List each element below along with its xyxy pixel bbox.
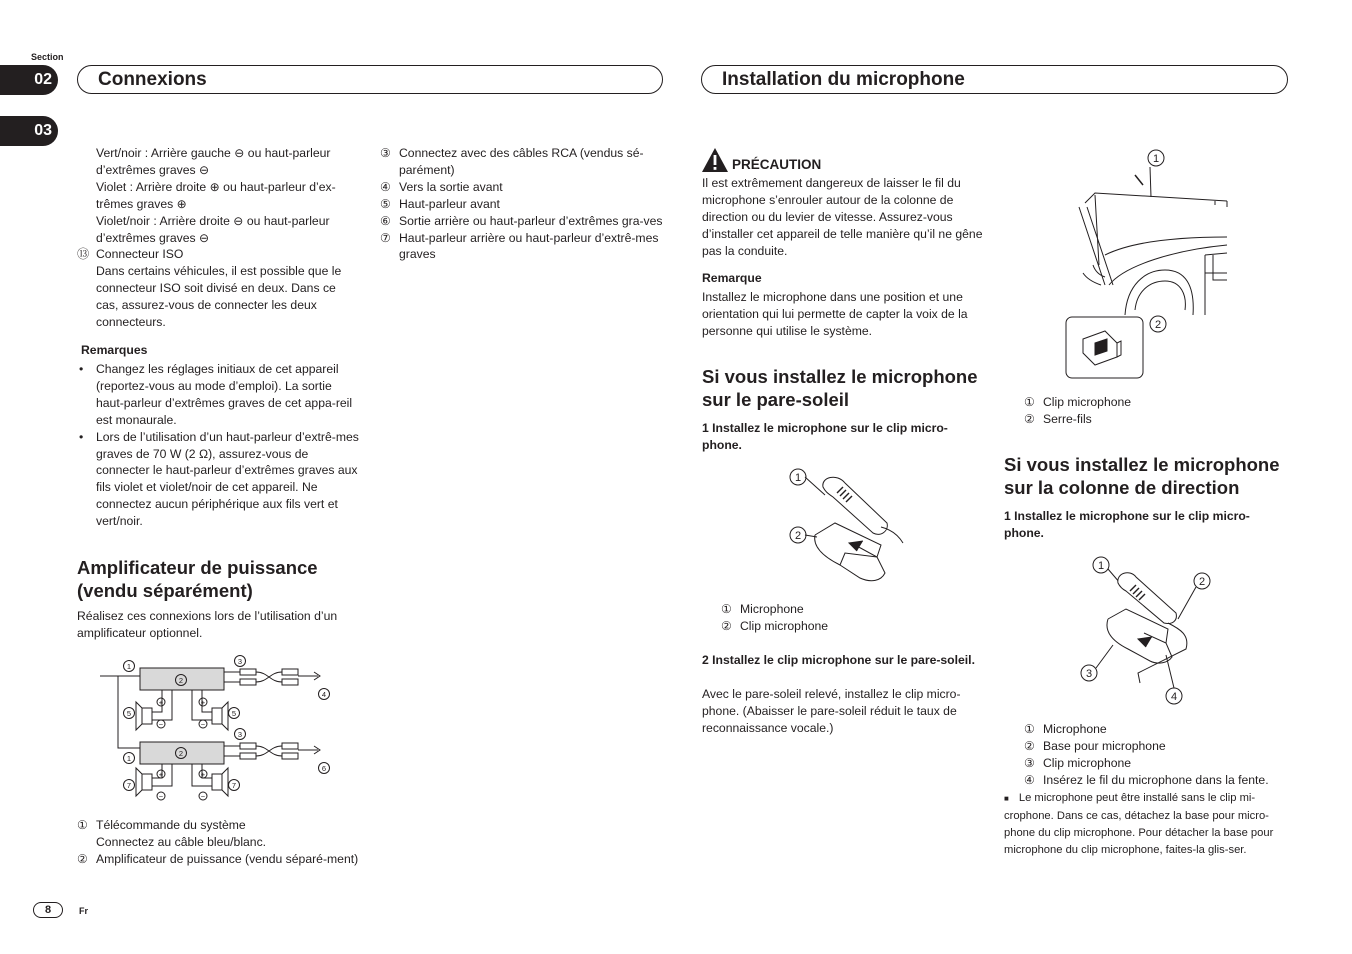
- list-item: ③ Connectez avec des câbles RCA (vendus sé-parément): [380, 146, 644, 177]
- steering-mic-figure: [1078, 553, 1218, 708]
- list-item: • Lors de l’utilisation d’un haut-parleur d’extrê-mes graves de 70 W (2 Ω), assurez-vous de connecter le haut-parleur d’extrêmes graves aux fils violet et violet/noir de cet appareil. Ne connectez aucun périphérique aux fils vert et vert/noir.: [79, 429, 359, 529]
- list-item: ③ Clip microphone: [1024, 755, 1132, 770]
- diagram-label: 1: [126, 753, 132, 763]
- square-bullet-icon: ■: [1004, 794, 1009, 803]
- diagram-label: −: [158, 719, 164, 729]
- list-item: ② Serre-fils: [1024, 411, 1092, 426]
- figure-label: 2: [1154, 319, 1162, 331]
- list-item: ② Clip microphone: [721, 618, 829, 633]
- section-tab-02[interactable]: 02: [0, 65, 58, 95]
- section-label: Section: [31, 52, 64, 62]
- figure-label: 2: [1198, 576, 1206, 588]
- diagram-label: 7: [126, 780, 132, 790]
- list-item: ⑥ Sortie arrière ou haut-parleur d’extrêmes gra-ves: [380, 213, 663, 228]
- visor-heading: Si vous installez le microphone sur le pare-soleil: [702, 366, 978, 410]
- diagram-label: 7: [231, 780, 237, 790]
- figure-label: 2: [794, 530, 802, 542]
- section-tab-03[interactable]: 03: [0, 116, 58, 146]
- diagram-label: −: [158, 791, 164, 801]
- caution-title: PRÉCAUTION: [732, 157, 822, 172]
- figure-label: 1: [1097, 560, 1105, 572]
- iso-connector-item: [77, 246, 360, 331]
- diagram-label: 3: [237, 729, 243, 739]
- wire-line: Violet : Arrière droite ⊕ ou haut-parleur d’ex-trêmes graves ⊕: [96, 179, 336, 211]
- steering-note: ■ Le microphone peut être installé sans le clip mi-crophone. Dans ce cas, détachez la base pour micro-phone du clip microphone. Pour détacher la base pour microphone du clip microphone, faites-la glis-ser.: [1004, 792, 1274, 856]
- wire-line: Violet/noir : Arrière droite ⊖ ou haut-parleur d’extrêmes graves ⊖: [96, 213, 330, 245]
- list-item: ① Télécommande du système Connectez au câble bleu/blanc.: [77, 818, 267, 849]
- diagram-label: 3: [237, 656, 243, 666]
- list-item: ① Microphone: [1024, 722, 1107, 736]
- diagram-label: 6: [321, 763, 327, 773]
- iso-title: Connecteur ISO: [96, 247, 184, 261]
- steering-figure-legend: [1024, 721, 1294, 789]
- steering-step-1: 1 Installez le microphone sur le clip micro-phone.: [1004, 509, 1250, 540]
- list-item: ④ Vers la sortie avant: [380, 179, 503, 194]
- amp-legend: [77, 817, 362, 868]
- figure-label: 4: [1170, 691, 1178, 703]
- page-number: 8: [33, 902, 63, 918]
- visor-clip-figure: [785, 465, 910, 590]
- language-label: Fr: [79, 906, 88, 916]
- iso-marker: ⑬: [77, 247, 90, 261]
- caution-text: Il est extrêmement dangereux de laisser le fil du microphone s’enrouler autour de la colonne de direction ou du levier de vitesse. Assurez-vous d’installer cet appareil de telle manière qu’il ne gêne pas la conduite.: [702, 176, 983, 258]
- visor-step-1: 1 Installez le microphone sur le clip micro-phone.: [702, 421, 948, 452]
- diagram-label: +: [158, 769, 164, 779]
- diagram-label: 4: [321, 689, 327, 699]
- diagram-label: +: [200, 769, 206, 779]
- left-page-title: Connexions: [77, 65, 663, 94]
- diagram-label: 2: [178, 675, 184, 685]
- car-interior-figure: [1065, 145, 1230, 381]
- diagram-label: 5: [231, 708, 237, 718]
- list-item: • Changez les réglages initiaux de cet appareil (reportez-vous au mode d’emploi). La sortie haut-parleur d’extrêmes graves de cet appa-reil est monaurale.: [79, 362, 353, 427]
- diagram-label: +: [158, 697, 164, 707]
- list-item: ① Clip microphone: [1024, 395, 1132, 409]
- diagram-label: 1: [126, 661, 132, 671]
- iso-text: Dans certains véhicules, il est possible que le connecteur ISO soit divisé en deux. Dans ce cas, assurez-vous de connecter les deux connecteurs.: [96, 263, 342, 329]
- figure-label: 1: [794, 472, 802, 484]
- list-item: ④ Insérez le fil du microphone dans la fente.: [1024, 772, 1269, 787]
- diagram-label: −: [200, 719, 206, 729]
- car-figure-legend: [1024, 394, 1274, 428]
- remarks-title: Remarques: [81, 343, 148, 357]
- list-item: ⑤ Haut-parleur avant: [380, 196, 500, 211]
- diagram-label: +: [200, 697, 206, 707]
- list-item: ② Amplificateur de puissance (vendu séparé-ment): [77, 851, 359, 866]
- list-item: ② Base pour microphone: [1024, 738, 1166, 753]
- steering-column-heading: Si vous installez le microphone sur la colonne de direction: [1004, 454, 1280, 498]
- right-page-title: Installation du microphone: [701, 65, 1288, 94]
- warning-icon: [701, 147, 729, 173]
- wire-line: Vert/noir : Arrière gauche ⊖ ou haut-parleur d’extrêmes graves ⊖: [96, 146, 331, 177]
- diagram-label: 5: [126, 708, 132, 718]
- figure-label: 1: [1152, 153, 1160, 165]
- diagram-label: −: [200, 791, 206, 801]
- list-item: ① Microphone: [721, 602, 804, 616]
- amp-intro: Réalisez ces connexions lors de l’utilisation d’un amplificateur optionnel.: [77, 609, 338, 640]
- note-text: Installez le microphone dans une position et une orientation qui lui permette de capter la voix de la personne qui utilise le système.: [702, 290, 968, 338]
- amplifier-wiring-diagram: [100, 652, 340, 807]
- figure-label: 3: [1085, 668, 1093, 680]
- visor-step-2-text: Avec le pare-soleil relevé, installez le clip micro-phone. (Abaisser le pare-soleil réduit le taux de reconnaissance vocale.): [702, 687, 961, 735]
- remarks-list: [77, 361, 362, 530]
- wire-descriptions: [96, 145, 360, 246]
- visor-step-2: 2 Installez le clip microphone sur le pare-soleil.: [702, 653, 975, 667]
- diagram-label: 2: [178, 748, 184, 758]
- connection-legend: [380, 145, 663, 263]
- note-title: Remarque: [702, 271, 762, 285]
- visor-figure-legend: [721, 601, 971, 635]
- amp-heading: Amplificateur de puissance (vendu séparément): [77, 557, 318, 601]
- list-item: ⑦ Haut-parleur arrière ou haut-parleur d’extrê-mes graves: [380, 230, 659, 262]
